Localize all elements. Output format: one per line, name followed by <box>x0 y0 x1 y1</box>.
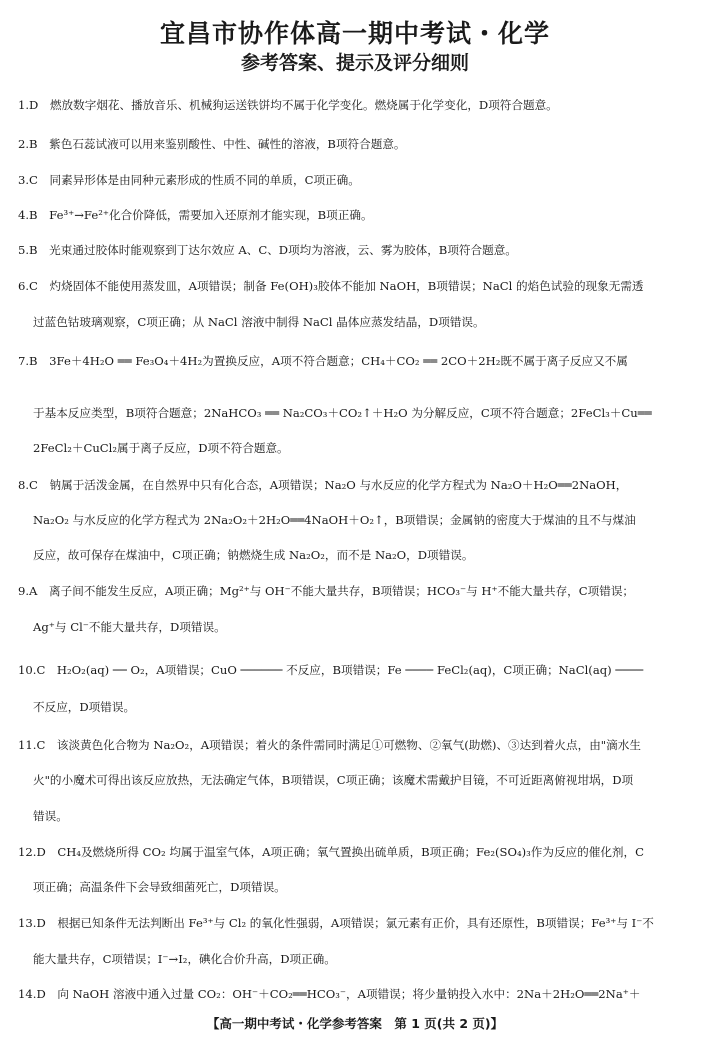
answer-line: 项正确；高温条件下会导致细菌死亡，D项错误。 <box>33 880 286 894</box>
page-footer: 【高一期中考试・化学参考答案 第 1 页(共 2 页)】 <box>206 1016 504 1031</box>
answer-line: 12.D CH₄及燃烧所得 CO₂ 均属于温室气体，A项正确；氧气置换出硫单质，B项正确；Fe₂(SO₄)₃作为反应的催化剂，C <box>18 845 644 859</box>
answer-line: 不反应，D项错误。 <box>33 700 136 714</box>
answer-line: 11.C 该淡黄色化合物为 Na₂O₂，A项错误；着火的条件需同时满足①可燃物、②氧气(助燃)、③达到着火点，由"滴水生 <box>18 738 641 752</box>
answer-line: 2FeCl₂＋CuCl₂属于离子反应，D项不符合题意。 <box>33 441 289 455</box>
answer-line: 2.B 紫色石蕊试液可以用来鉴别酸性、中性、碱性的溶液，B项符合题意。 <box>18 137 406 151</box>
answer-line: 10.C H₂O₂(aq) ── O₂，A项错误；CuO ────── 不反应，B项错误；Fe ──── FeCl₂(aq)，C项正确；NaCl(aq) ──── <box>18 663 644 677</box>
answer-line: 反应，故可保存在煤油中，C项正确；钠燃烧生成 Na₂O₂，而不是 Na₂O，D项错误。 <box>33 548 474 562</box>
answer-line: 8.C 钠属于活泼金属，在自然界中只有化合态，A项错误；Na₂O 与水反应的化学方程式为 Na₂O＋H₂O══2NaOH， <box>18 478 628 492</box>
answer-line: 14.D 向 NaOH 溶液中通入过量 CO₂：OH⁻＋CO₂══HCO₃⁻，A项错误；将少量钠投入水中：2Na＋2H₂O══2Na⁺＋ <box>18 987 641 1001</box>
page-subtitle: 参考答案、提示及评分细则 <box>240 52 469 74</box>
answer-line: 6.C 灼烧固体不能使用蒸发皿，A项错误；制备 Fe(OH)₃胶体不能加 NaOH，B项错误；NaCl 的焰色试验的现象无需透 <box>18 279 644 293</box>
answer-line: 能大量共存，C项错误；I⁻→I₂，碘化合价升高，D项正确。 <box>33 952 336 966</box>
answer-line: Ag⁺与 Cl⁻不能大量共存，D项错误。 <box>33 620 226 634</box>
answer-line: 过蓝色钴玻璃观察，C项正确；从 NaCl 溶液中制得 NaCl 晶体应蒸发结晶，D项错误。 <box>33 315 485 329</box>
answer-line: 7.B 3Fe＋4H₂O ══ Fe₃O₄＋4H₂为置换反应，A项不符合题意；CH₄＋CO₂ ══ 2CO＋2H₂既不属于离子反应又不属 <box>18 354 628 368</box>
answer-line: Na₂O₂ 与水反应的化学方程式为 2Na₂O₂＋2H₂O══4NaOH＋O₂↑，B项错误；金属钠的密度大于煤油的且不与煤油 <box>33 513 636 527</box>
answer-line: 5.B 光束通过胶体时能观察到丁达尔效应 A、C、D项均为溶液，云、雾为胶体，B项符合题意。 <box>18 243 517 257</box>
answer-line: 火"的小魔术可得出该反应放热，无法确定气体，B项错误，C项正确；该魔术需戴护目镜，不可近距离俯视坩埚，D项 <box>33 773 634 787</box>
answer-line: 4.B Fe³⁺→Fe²⁺化合价降低，需要加入还原剂才能实现，B项正确。 <box>18 208 373 222</box>
answer-line: 9.A 离子间不能发生反应，A项正确；Mg²⁺与 OH⁻不能大量共存，B项错误；HCO₃⁻与 H⁺不能大量共存，C项错误； <box>18 584 635 598</box>
answer-line: 错误。 <box>33 809 68 823</box>
answer-line: 3.C 同素异形体是由同种元素形成的性质不同的单质，C项正确。 <box>18 173 360 187</box>
answer-line: 13.D 根据已知条件无法判断出 Fe³⁺与 Cl₂ 的氧化性强弱，A项错误；氯元素有正价，具有还原性，B项错误；Fe³⁺与 I⁻不 <box>18 916 654 930</box>
answer-line: 1.D 燃放数字烟花、播放音乐、机械狗运送铁饼均不属于化学变化。燃烧属于化学变化，D项符合题意。 <box>18 98 558 112</box>
answer-line: 于基本反应类型，B项符合题意；2NaHCO₃ ══ Na₂CO₃＋CO₂↑＋H₂O 为分解反应，C项不符合题意；2FeCl₃＋Cu══ <box>33 406 652 420</box>
page-title: 宜昌市协作体高一期中考试・化学 <box>159 19 550 48</box>
